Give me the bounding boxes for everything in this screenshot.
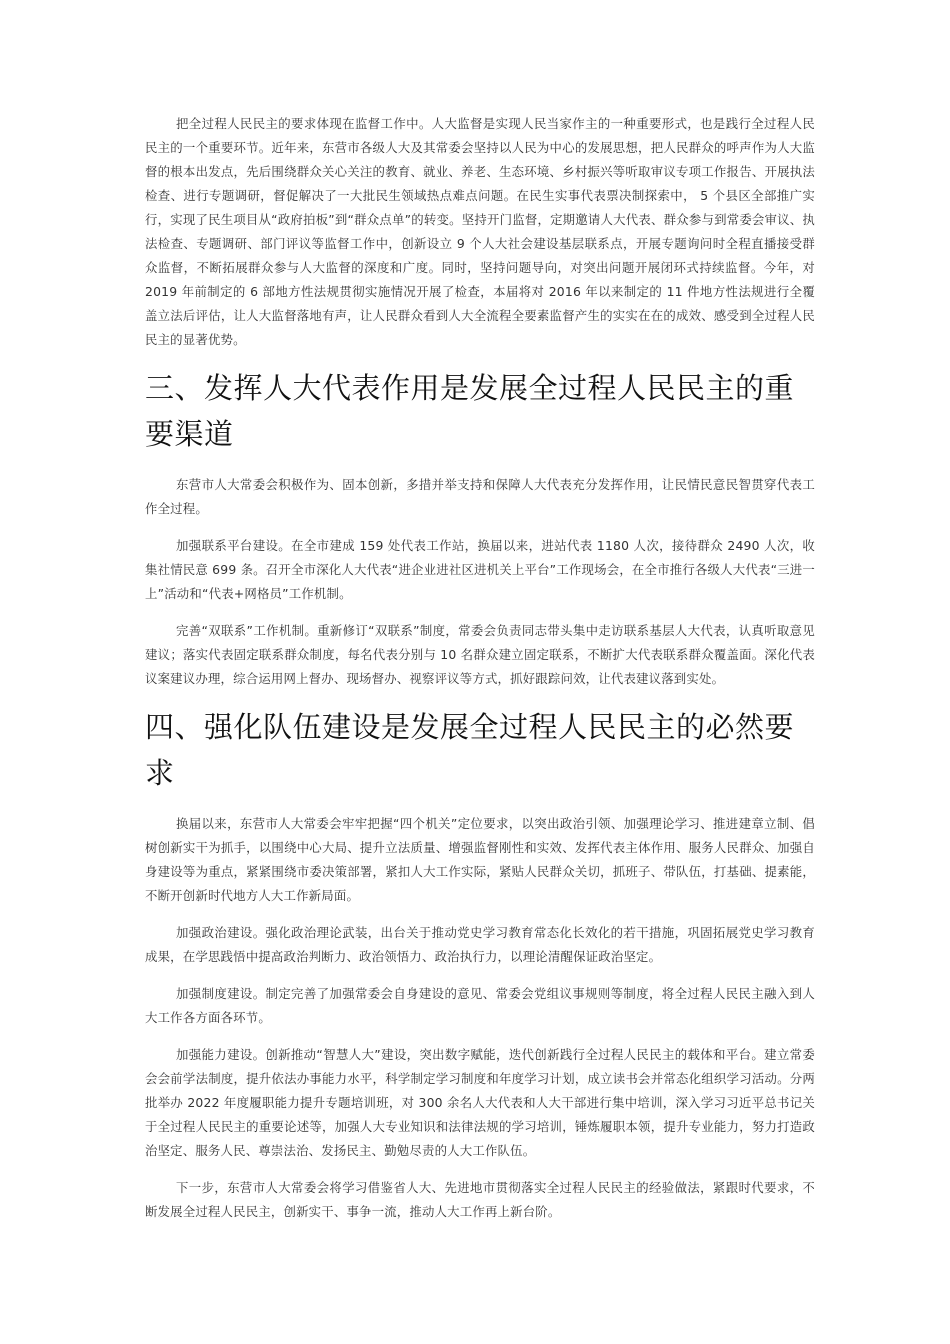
section-4-paragraph-1: 换届以来，东营市人大常委会牢牢把握“四个机关”定位要求，以突出政治引领、加强理论学习、推进建章立制、倡树创新实干为抓手，以围绕中心大局、提升立法质量、增强监督刚性和实效、发挥代表主体作用、服务人民群众、加强自身建设等为重点，紧紧围绕市委决策部署，紧扣人大工作实际，紧贴人民群众关切，抓班子、带队伍，打基础、提素能，不断开创新时代地方人大工作新局面。 [145,816,815,903]
section-4-heading: 四、强化队伍建设是发展全过程人民民主的必然要求 [145,710,795,790]
intro-paragraph: 把全过程人民民主的要求体现在监督工作中。人大监督是实现人民当家作主的一种重要形式，也是践行全过程人民民主的一个重要环节。近年来，东营市各级人大及其常委会坚持以人民为中心的发展思想，把人民群众的呼声作为人大监督的根本出发点，先后围绕群众关心关注的教育、就业、养老、生态环境、乡村振兴等听取审议专项工作报告、开展执法检查、进行专题调研，督促解决了一大批民生领域热点难点问题。在民生实事代表票决制探索中， 5 个县区全部推广实行，实现了民生项目从“政府拍板”到“群众点单”的转变。坚持开门监督，定期邀请人大代表、群众参与到常委会审议、执法检查、专题调研、部门评议等监督工作中，创新设立 9 个人大社会建设基层联系点，开展专题询问时全程直播接受群众监督，不断拓展群众参与人大监督的深度和广度。同时，坚持问题导向，对突出问题开展闭环式持续监督。今年，对 2019 年前制定的 6 部地方性法规贯彻实施情况开展了检查，本届将对 2016 年以来制定的 11 件地方性法规进行全覆盖立法后评估，让人大监督落地有声，让人民群众看到人大全流程全要素监督产生的实实在在的成效、感受到全过程人民民主的显著优势。 [145,116,815,347]
section-4-paragraph-2: 加强政治建设。强化政治理论武装，出台关于推动党史学习教育常态化长效化的若干措施，巩固拓展党史学习教育成果，在学思践悟中提高政治判断力、政治领悟力、政治执行力，以理论清醒保证政治坚定。 [145,925,815,964]
section-3-heading: 三、发挥人大代表作用是发展全过程人民民主的重要渠道 [145,371,795,451]
section-4-paragraph-3: 加强制度建设。制定完善了加强常委会自身建设的意见、常委会党组议事规则等制度，将全过程人民民主融入到人大工作各方面各环节。 [145,986,815,1025]
document-page [145,112,815,1237]
section-3-paragraph-1: 东营市人大常委会积极作为、固本创新，多措并举支持和保障人大代表充分发挥作用，让民情民意民智贯穿代表工作全过程。 [145,477,815,516]
section-4-paragraph-4: 加强能力建设。创新推动“智慧人大”建设，突出数字赋能，迭代创新践行全过程人民民主的载体和平台。建立常委会会前学法制度，提升依法办事能力水平，科学制定学习制度和年度学习计划，成立读书会并常态化组织学习活动。分两批举办 2022 年度履职能力提升专题培训班，对 300 余名人大代表和人大干部进行集中培训，深入学习习近平总书记关于全过程人民民主的重要论述等，加强人大专业知识和法律法规的学习培训，锤炼履职本领，提升专业能力，努力打造政治坚定、服务人民、尊崇法治、发扬民主、勤勉尽责的人大工作队伍。 [145,1047,815,1158]
section-3-paragraph-2: 加强联系平台建设。在全市建成 159 处代表工作站，换届以来，进站代表 1180 人次，接待群众 2490 人次，收集社情民意 699 条。召开全市深化人大代表“进企业进社区进机关上平台”工作现场会，在全市推行各级人大代表“三进一上”活动和“代表+网格员”工作机制。 [145,538,815,601]
section-3-paragraph-3: 完善“双联系”工作机制。重新修订“双联系”制度，常委会负责同志带头集中走访联系基层人大代表，认真听取意见建议；落实代表固定联系群众制度，每名代表分别与 10 名群众建立固定联系，不断扩大代表联系群众覆盖面。深化代表议案建议办理，综合运用网上督办、现场督办、视察评议等方式，抓好跟踪问效，让代表建议落到实处。 [145,623,815,686]
section-4-paragraph-5: 下一步，东营市人大常委会将学习借鉴省人大、先进地市贯彻落实全过程人民民主的经验做法，紧跟时代要求，不断发展全过程人民民主，创新实干、事争一流，推动人大工作再上新台阶。 [145,1180,815,1219]
